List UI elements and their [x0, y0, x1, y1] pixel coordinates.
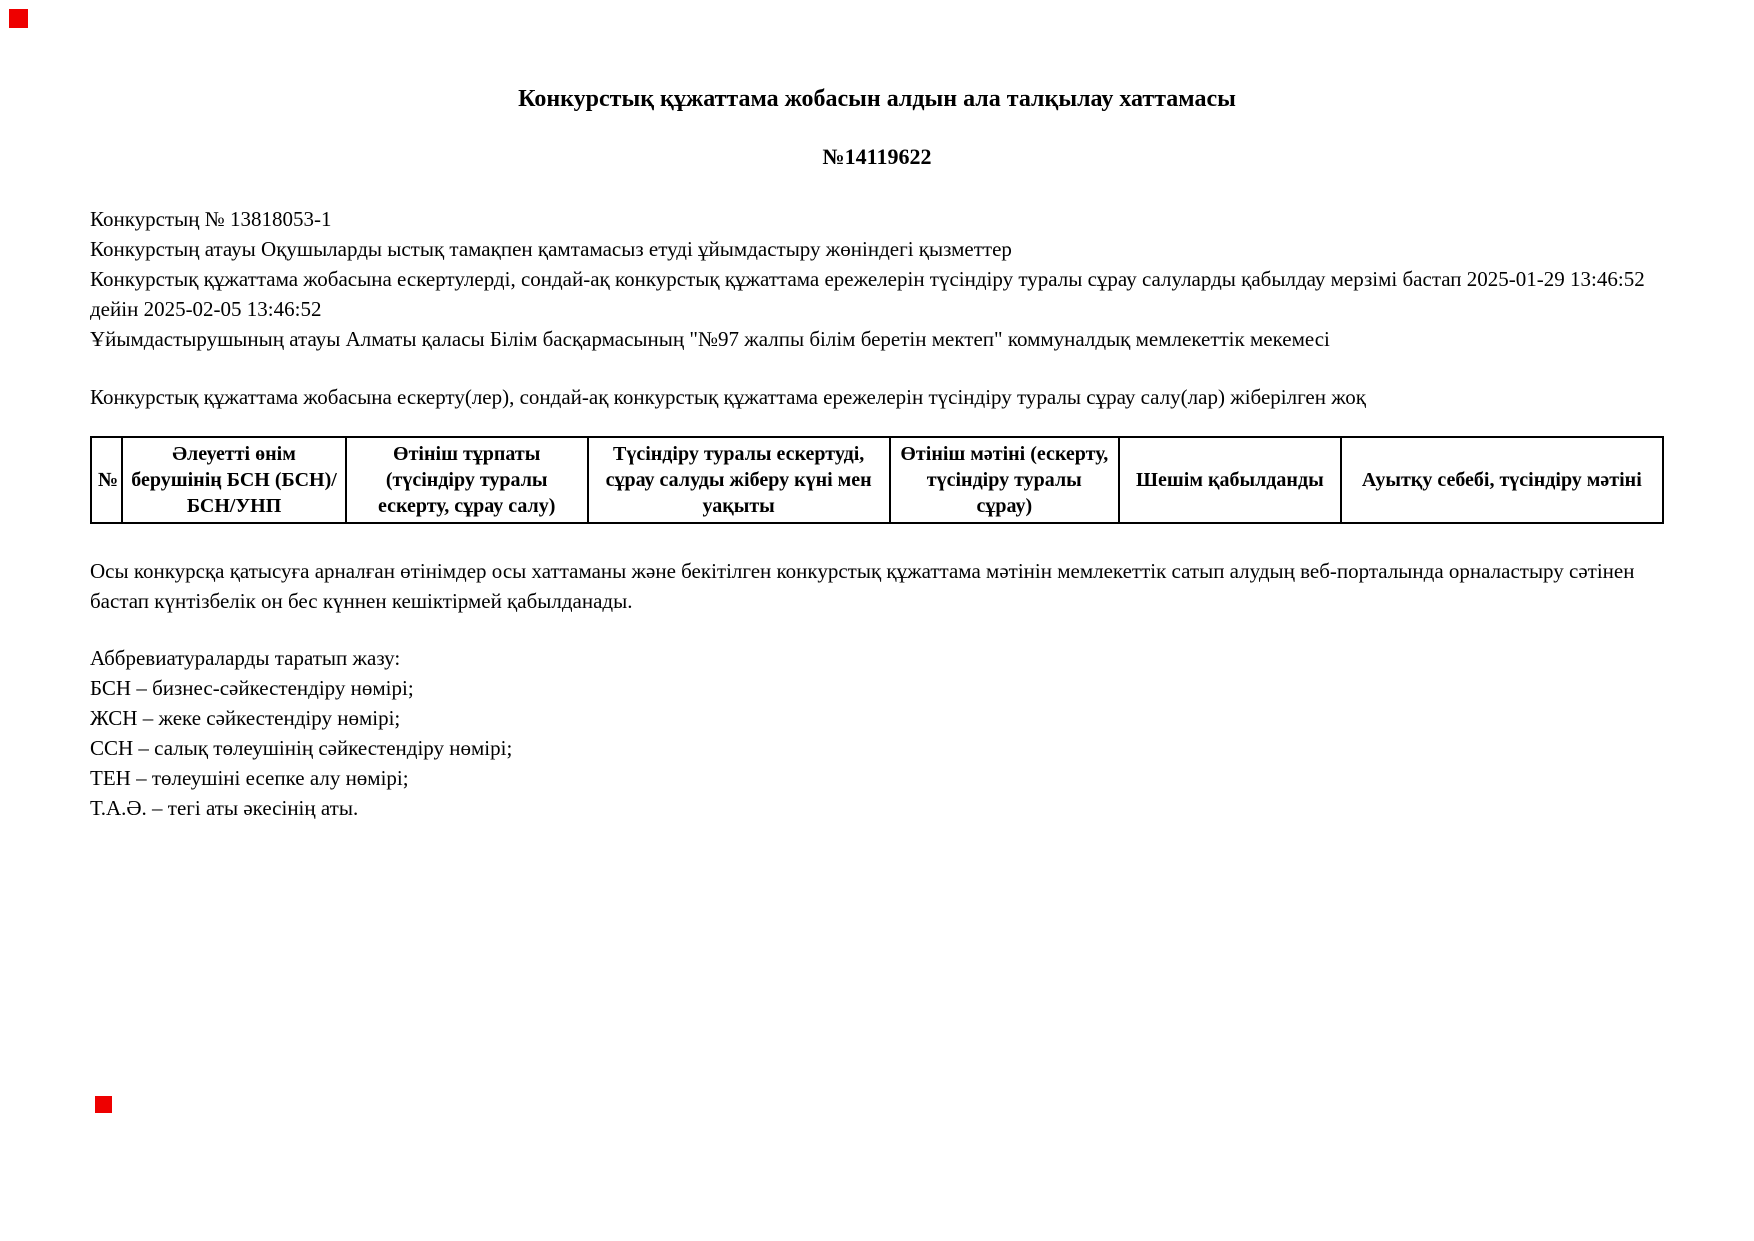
- detail-line-tender-number: Конкурстың № 13818053-1: [90, 207, 332, 231]
- abbreviation-item-bsn: БСН – бизнес-сәйкестендіру нөмірі;: [90, 676, 414, 700]
- tender-details: [90, 204, 1664, 354]
- abbreviations-title: Аббревиатураларды таратып жазу:: [90, 646, 401, 670]
- no-remarks-paragraph: Конкурстық құжаттама жобасына ескерту(лер), сондай-ақ конкурстық құжаттама ережелерін түсіндіру туралы сұрау салу(лар) жіберілген жоқ: [90, 385, 1366, 409]
- acceptance-paragraph: Осы конкурсқа қатысуға арналған өтінімдер осы хаттаманы және бекітілген конкурстық құжаттама мәтінін мемлекеттік сатып алудың веб-порталында орналастыру сәтінен бастап күнтізбелік он бес күннен кешіктірмей қабылданады.: [90, 559, 1635, 613]
- page-title: Конкурстық құжаттама жобасын алдын ала талқылау хаттамасы: [518, 86, 1236, 112]
- detail-line-request-period: Конкурстық құжаттама жобасына ескертулерді, сондай-ақ конкурстық құжаттама ережелерін түсіндіру туралы сұрау салуларды қабылдау мерзімі бастап 2025-01-29 13:46:52 дейін 2025-02-05 13:46:52: [90, 267, 1645, 321]
- abbreviation-item-zhsn: ЖСН – жеке сәйкестендіру нөмірі;: [90, 706, 401, 730]
- abbreviation-item-ssn: ССН – салық төлеушінің сәйкестендіру нөмірі;: [90, 736, 513, 760]
- table-header-deviation-reason: Ауытқу себебі, түсіндіру мәтіні: [1341, 437, 1663, 523]
- table-header-number: №: [91, 437, 122, 523]
- abbreviation-item-tae: Т.А.Ә. – тегі аты әкесінің аты.: [90, 796, 359, 820]
- red-marker-bottom-left: [95, 1096, 112, 1113]
- requests-table-header-row: [91, 437, 1663, 523]
- abbreviations-block: [90, 643, 1664, 823]
- red-marker-top-left: [9, 9, 28, 28]
- table-header-sent-datetime: Түсіндіру туралы ескертуді, сұрау салуды жіберу күні мен уақыты: [588, 437, 890, 523]
- detail-line-organizer-name: Ұйымдастырушының атауы Алматы қаласы Білім басқармасының "№97 жалпы білім беретін мектеп" коммуналдық мемлекеттік мекемесі: [90, 327, 1330, 351]
- table-header-request-type: Өтініш тұрпаты (түсіндіру туралы ескерту, сұрау салу): [346, 437, 588, 523]
- table-header-supplier-bin: Әлеуетті өнім берушінің БСН (БСН)/ БСН/УНП: [122, 437, 345, 523]
- doc-number: №14119622: [822, 144, 932, 169]
- requests-table: [90, 436, 1664, 524]
- table-header-decision: Шешім қабылданды: [1119, 437, 1341, 523]
- table-header-request-text: Өтініш мәтіні (ескерту, түсіндіру туралы сұрау): [890, 437, 1120, 523]
- abbreviation-item-ten: ТЕН – төлеушіні есепке алу нөмірі;: [90, 766, 409, 790]
- detail-line-tender-name: Конкурстың атауы Оқушыларды ыстық тамақпен қамтамасыз етуді ұйымдастыру жөніндегі қызметтер: [90, 237, 1012, 261]
